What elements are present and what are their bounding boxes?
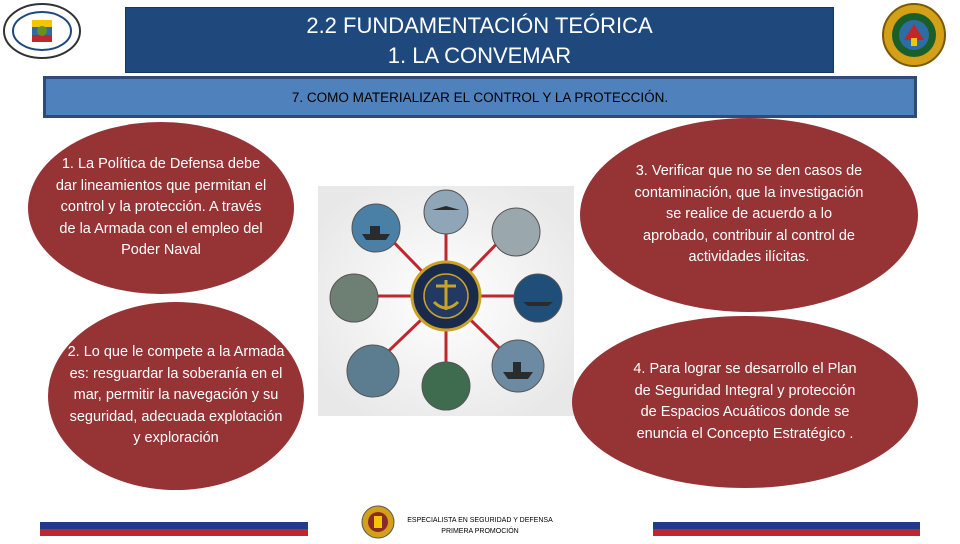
left-logo-icon	[2, 2, 82, 60]
section-subtitle: 7. COMO MATERIALIZAR EL CONTROL Y LA PROTECCIÓN.	[43, 76, 917, 118]
naval-montage-image	[318, 186, 574, 416]
title-line-2: 1. LA CONVEMAR	[387, 43, 572, 68]
card-plan-seguridad	[572, 316, 918, 488]
footer-stripe-left	[40, 522, 308, 536]
footer-line-2: PRIMERA PROMOCIÓN	[441, 528, 519, 535]
footer-stripe-right	[653, 522, 920, 536]
footer-caption	[400, 515, 560, 537]
page-title	[125, 7, 834, 73]
footer-emblem-icon	[360, 505, 396, 539]
card-3-text: 3. Verificar que no se den casos de contaminación, que la investigación se realice de acuerdo a lo aprobado, contribuir al control de actividades ilícitas.	[634, 163, 864, 266]
card-1-text: 1. La Política de Defensa debe dar lineamientos que permitan el control y la protección. A través de la Armada con el empleo del Poder Naval	[55, 156, 267, 259]
footer-line-1: ESPECIALISTA EN SEGURIDAD Y DEFENSA	[407, 517, 553, 524]
card-2-text: 2. Lo que le compete a la Armada es: resguardar la soberanía en el mar, permitir la navegación y su seguridad, adecuada explotación y exploración	[67, 344, 285, 447]
card-politica-defensa	[28, 122, 294, 294]
right-logo-icon	[872, 2, 956, 68]
card-4-text: 4. Para lograr se desarrollo el Plan de Seguridad Integral y protección de Espacios Acuáticos donde se enuncia el Concepto Estratégico .	[633, 361, 857, 442]
title-line-1: 2.2 FUNDAMENTACIÓN TEÓRICA	[306, 13, 653, 38]
card-competencia-armada	[48, 302, 304, 490]
card-contaminacion	[580, 118, 918, 312]
